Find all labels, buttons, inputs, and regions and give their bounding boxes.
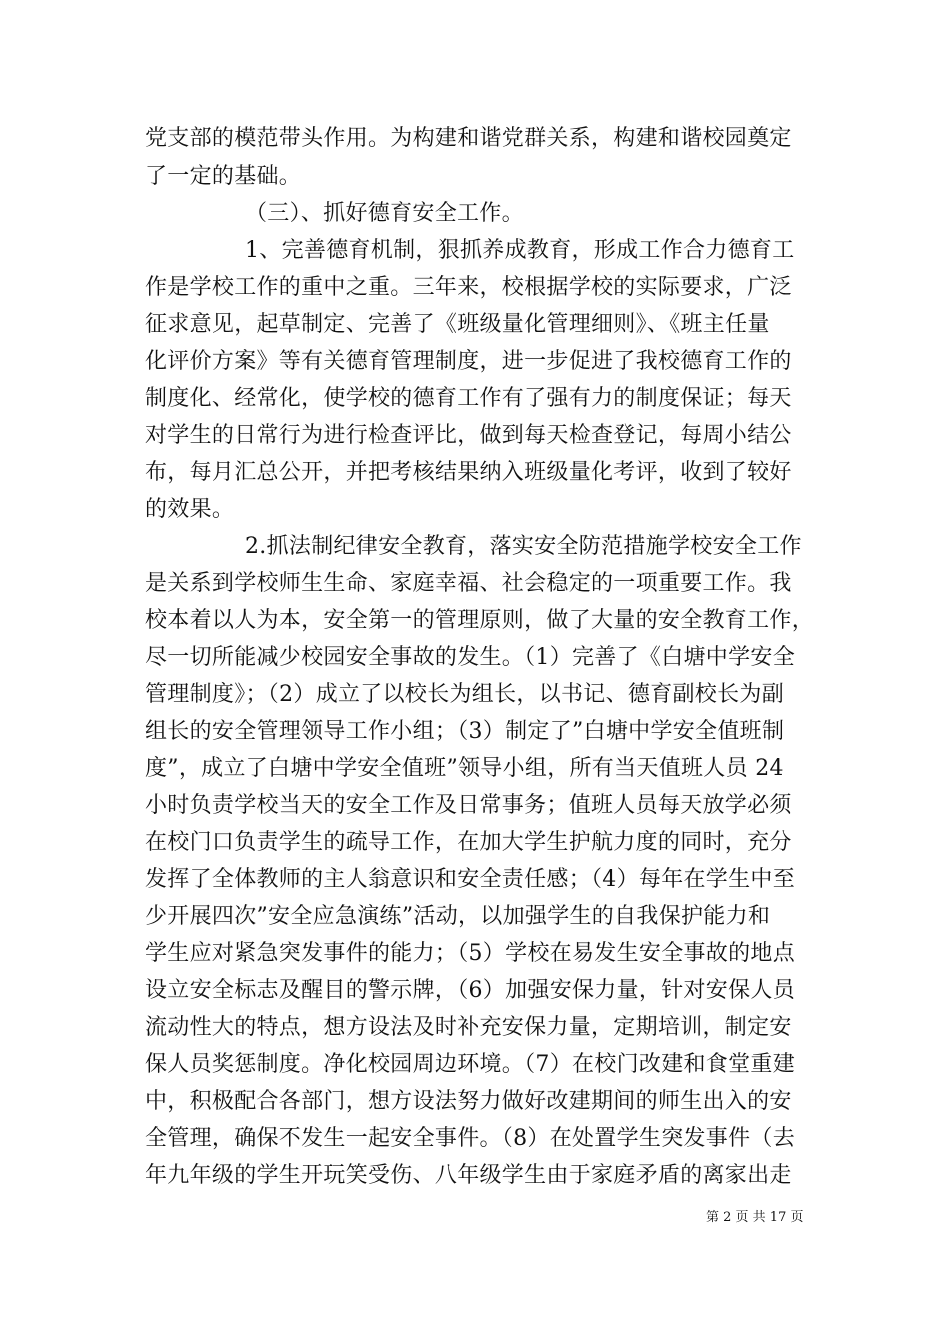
- text-line: 是关系到学校师生生命、家庭幸福、社会稳定的一项重要工作。我: [145, 571, 792, 596]
- text-line: 发挥了全体教师的主人翁意识和安全责任感；（4）每年在学生中至: [145, 867, 795, 892]
- text-line: 的效果。: [145, 497, 235, 522]
- text-line: 流动性大的特点，想方设法及时补充安保力量，定期培训，制定安: [145, 1015, 792, 1040]
- text-line: 校本着以人为本，安全第一的管理原则，做了大量的安全教育工作，: [145, 608, 815, 633]
- text-line: 小时负责学校当天的安全工作及日常事务；值班人员每天放学必须: [145, 793, 792, 818]
- section-heading: （三）、抓好德育安全工作。: [245, 201, 524, 226]
- text-line: 设立安全标志及醒目的警示牌，（6）加强安保力量，针对安保人员: [145, 978, 795, 1003]
- text-line: 管理制度》；（2）成立了以校长为组长，以书记、德育副校长为副: [145, 682, 784, 707]
- text-line: 组长的安全管理领导工作小组；（3）制定了”白塘中学安全值班制: [145, 719, 785, 744]
- text-line: 布，每月汇总公开，并把考核结果纳入班级量化考评，收到了较好: [145, 460, 792, 485]
- text-line: 度”，成立了白塘中学安全值班”领导小组，所有当天值班人员 24: [145, 756, 784, 781]
- text-line: 中，积极配合各部门，想方设法努力做好改建期间的师生出入的安: [145, 1089, 792, 1114]
- text-line: 年九年级的学生开玩笑受伤、八年级学生由于家庭矛盾的离家出走: [145, 1163, 792, 1188]
- text-line: 全管理，确保不发生一起安全事件。（8）在处置学生突发事件（去: [145, 1126, 795, 1151]
- text-line: 征求意见，起草制定、完善了《班级量化管理细则》、《班主任量: [145, 312, 770, 337]
- page-number-footer: 第 2 页 共 17 页: [706, 1210, 804, 1225]
- text-line: 尽一切所能减少校园安全事故的发生。（1）完善了《白塘中学安全: [145, 645, 795, 670]
- paragraph-start-line: 1、完善德育机制，狠抓养成教育，形成工作合力德育工: [245, 238, 795, 263]
- text-line: 对学生的日常行为进行检查评比，做到每天检查登记，每周小结公: [145, 423, 792, 448]
- text-line: 党支部的模范带头作用。为构建和谐党群关系，构建和谐校园奠定: [145, 126, 792, 151]
- text-line: 化评价方案》等有关德育管理制度，进一步促进了我校德育工作的: [145, 349, 792, 374]
- text-line: 学生应对紧急突发事件的能力；（5）学校在易发生安全事故的地点: [145, 941, 795, 966]
- text-line: 制度化、经常化，使学校的德育工作有了强有力的制度保证；每天: [145, 386, 792, 411]
- text-line: 少开展四次”安全应急演练”活动，以加强学生的自我保护能力和: [145, 904, 771, 929]
- text-line: 了一定的基础。: [145, 164, 302, 189]
- text-line: 作是学校工作的重中之重。三年来，校根据学校的实际要求，广泛: [145, 275, 792, 300]
- text-line: 保人员奖惩制度。净化校园周边环境。（7）在校门改建和食堂重建: [145, 1052, 795, 1077]
- paragraph-start-line: 2.抓法制纪律安全教育，落实安全防范措施学校安全工作: [245, 534, 802, 559]
- text-line: 在校门口负责学生的疏导工作，在加大学生护航力度的同时，充分: [145, 830, 792, 855]
